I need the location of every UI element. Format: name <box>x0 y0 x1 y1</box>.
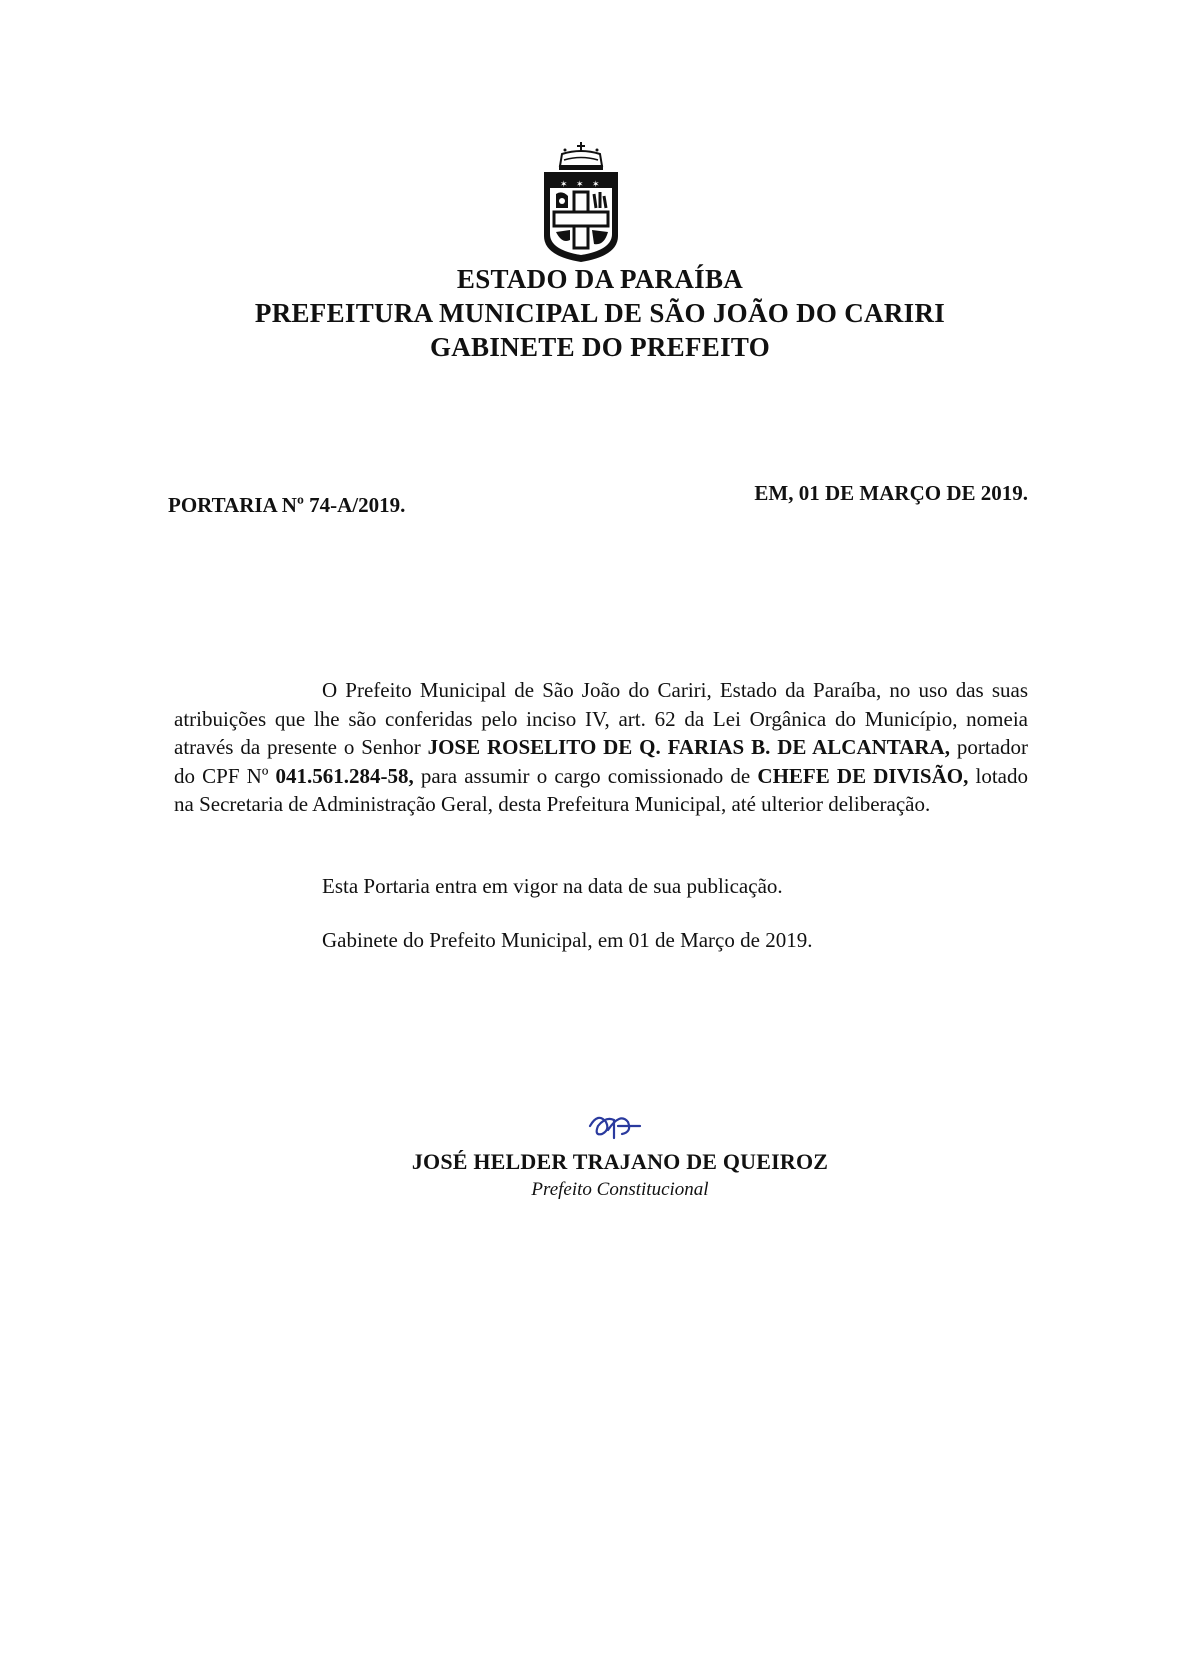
signer-role: Prefeito Constitucional <box>531 1179 709 1200</box>
appointee-role: CHEFE DE DIVISÃO, <box>757 763 969 788</box>
body-paragraph-3: Gabinete do Prefeito Municipal, em 01 de Março de 2019. <box>322 928 813 952</box>
appointee-cpf: 041.561.284-58, <box>275 763 414 788</box>
body-text-segment: para assumir o cargo comissionado de <box>413 763 758 788</box>
coat-of-arms-icon <box>540 140 622 266</box>
body-text-segment: lotado na Secretaria de Administração Geral, desta Prefeitura Municipal, até ulterior deliberação. <box>174 763 1028 816</box>
appointee-name: JOSE ROSELITO DE Q. FARIAS B. DE ALCANTARA, <box>427 735 950 759</box>
body-paragraph-1 <box>174 676 1028 819</box>
letterhead <box>0 262 1200 364</box>
signer-name: JOSÉ HELDER TRAJANO DE QUEIROZ <box>411 1149 829 1174</box>
letterhead-prefecture: PREFEITURA MUNICIPAL DE SÃO JOÃO DO CARIRI <box>254 298 946 328</box>
signature-block <box>390 1148 850 1202</box>
body-text-segment: O Prefeito Municipal de São João do Cariri, Estado da Paraíba, no uso das suas atribuições que lhe são conferidas pelo inciso IV, art. 62 da Lei Orgânica do Município, nomeia através da presente o Senhor <box>174 678 1028 759</box>
letterhead-office: GABINETE DO PREFEITO <box>429 332 771 362</box>
svg-text:✶: ✶ <box>560 180 568 190</box>
letterhead-state: ESTADO DA PARAÍBA <box>456 264 744 294</box>
svg-text:✶: ✶ <box>592 180 600 190</box>
body-text-segment: portador do CPF Nº <box>174 735 1028 788</box>
handwritten-signature-icon <box>584 1108 644 1144</box>
portaria-date: EM, 01 DE MARÇO DE 2019. <box>754 481 1028 505</box>
body-paragraph-2: Esta Portaria entra em vigor na data de sua publicação. <box>322 874 783 898</box>
portaria-number: PORTARIA Nº 74-A/2019. <box>168 493 406 517</box>
svg-text:✶: ✶ <box>576 180 584 190</box>
